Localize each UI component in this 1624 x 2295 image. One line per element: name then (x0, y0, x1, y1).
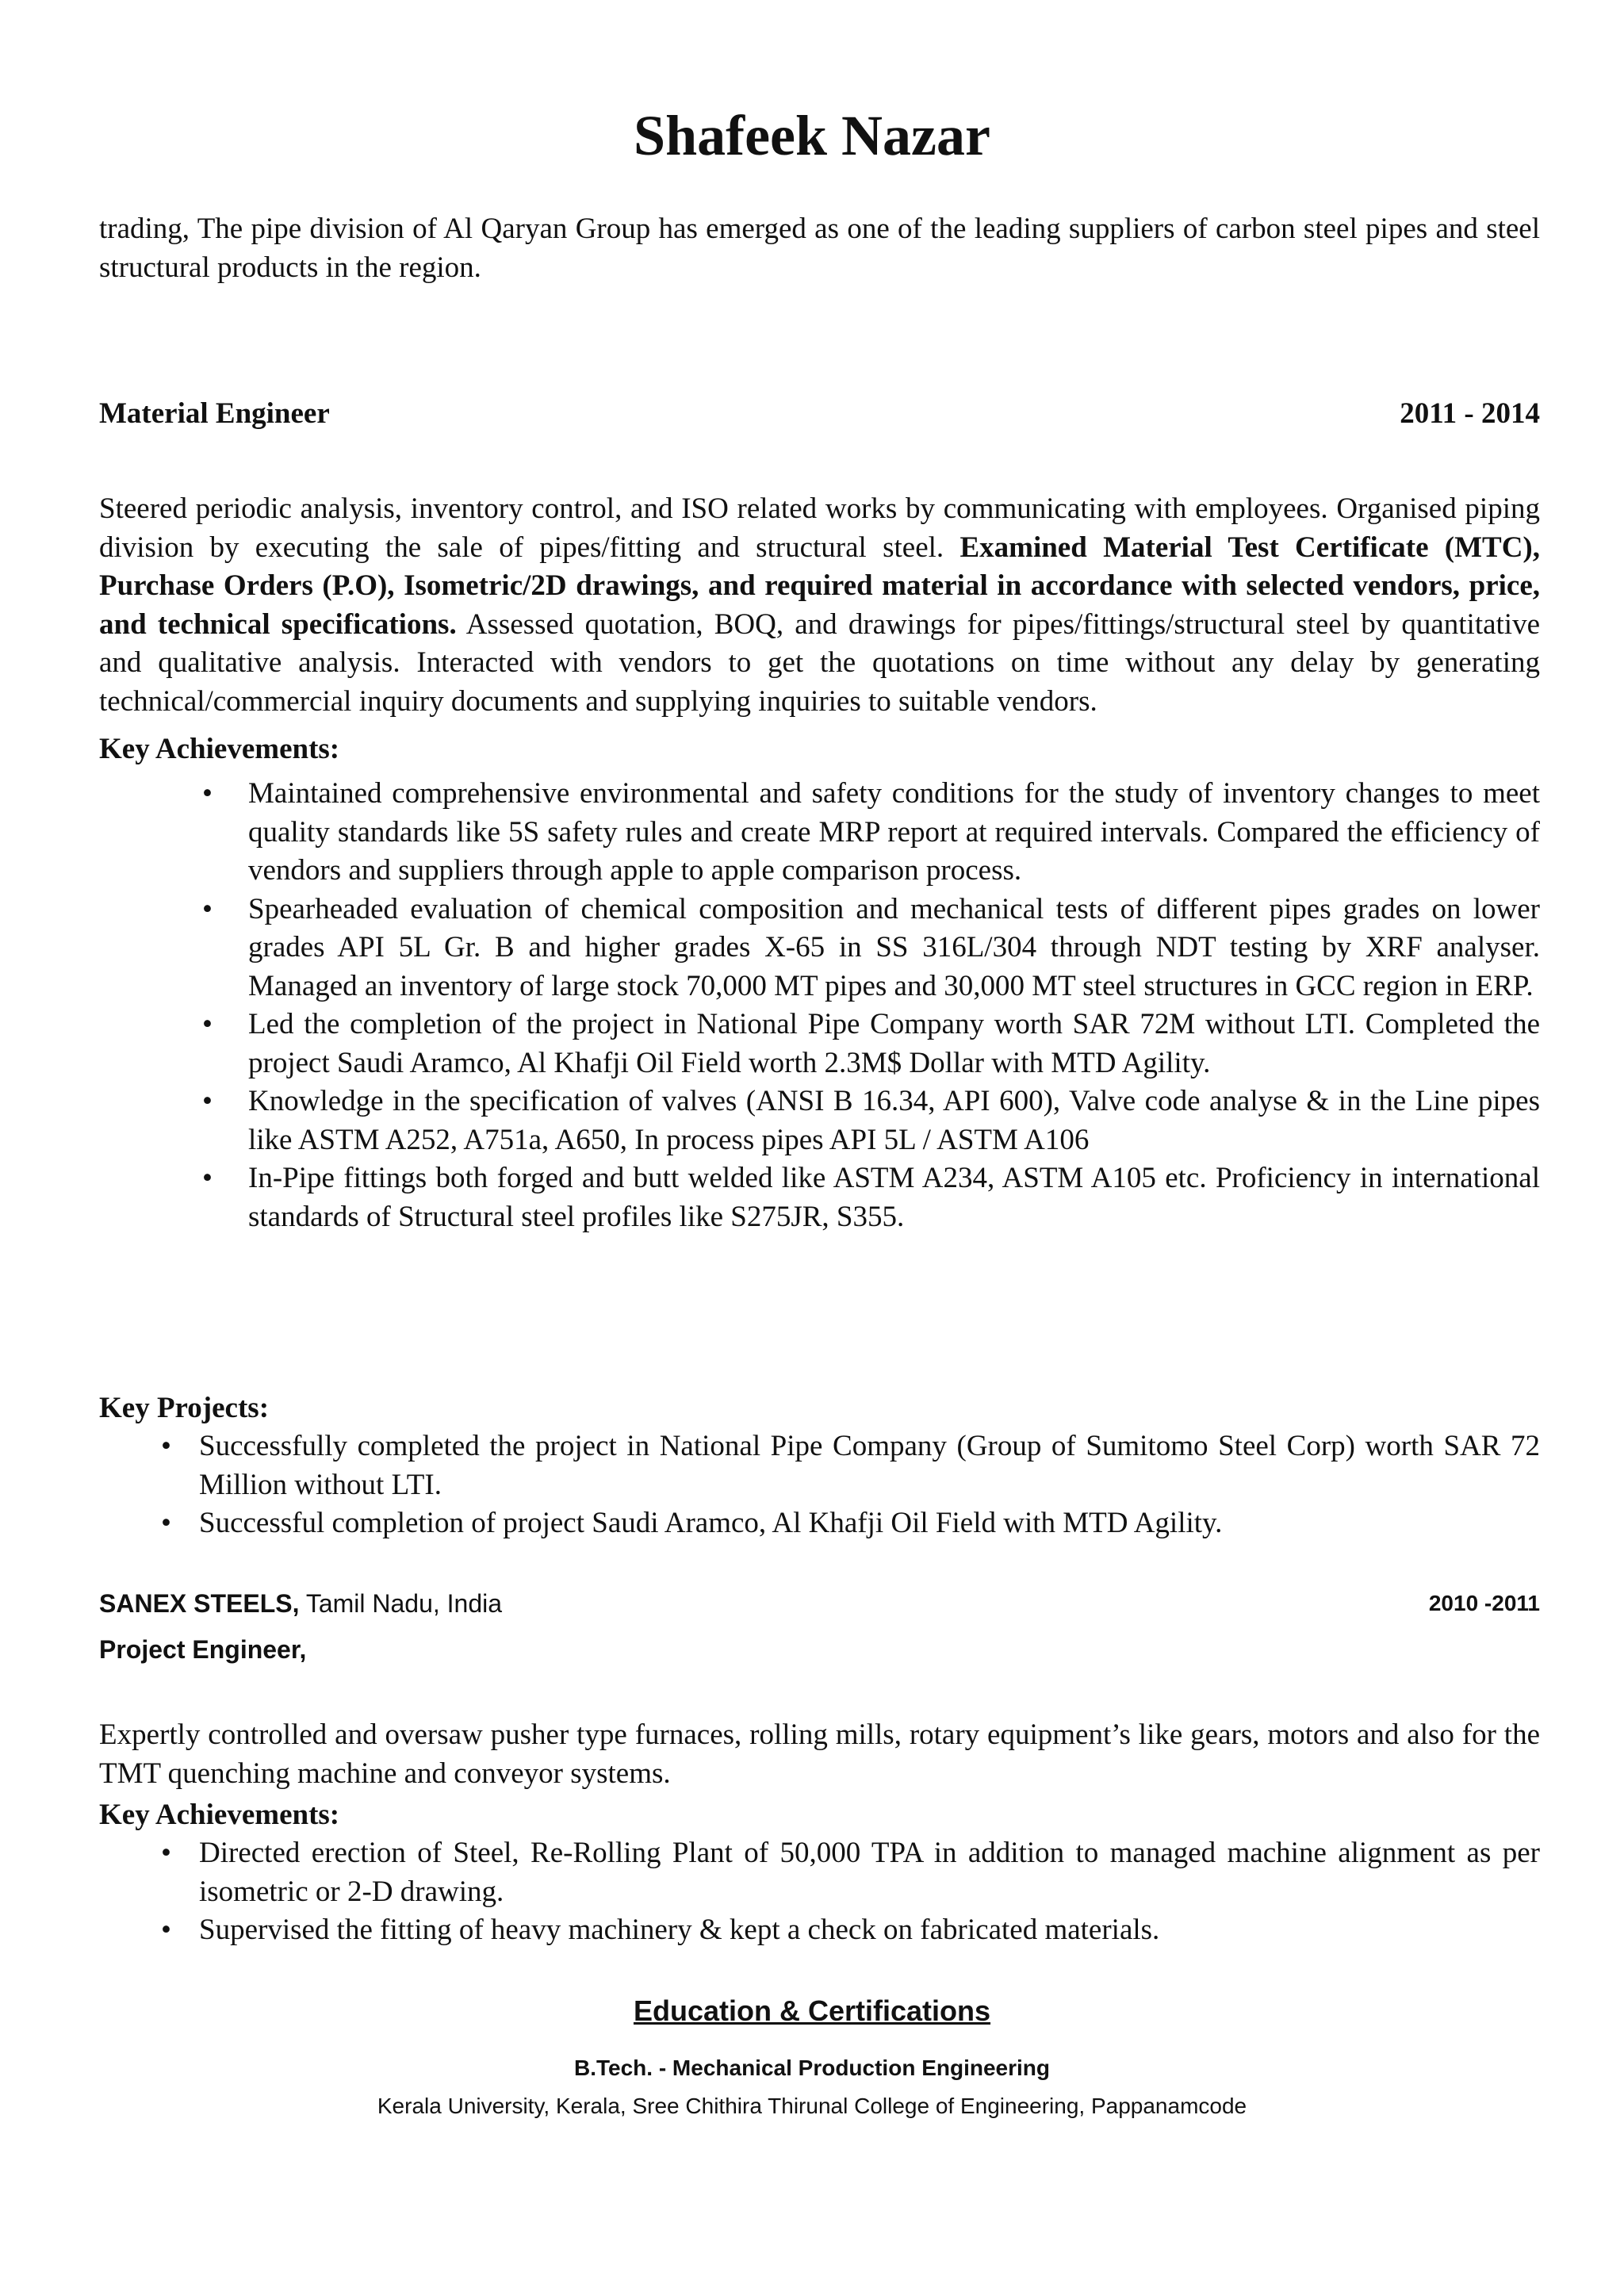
job1-dates: 2011 - 2014 (1400, 397, 1540, 430)
list-item: • Knowledge in the specification of valves (ANSI B 16.34, API 600), Valve code analyse & in the Line pipes like ASTM A252, A751a, A650, In process pipes API 5L / ASTM A106 (99, 1082, 1540, 1159)
candidate-name: Shafeek Nazar (634, 104, 990, 167)
job2-header (99, 1584, 1540, 1623)
job2-company: SANEX STEELS, (99, 1589, 300, 1618)
job1-projects (99, 1389, 1540, 1543)
job1-achievements-heading: Key Achievements: (99, 733, 340, 765)
list-item: • Successful completion of project Saudi Aramco, Al Khafji Oil Field with MTD Agility. (99, 1504, 1540, 1543)
education-institution: Kerala University, Kerala, Sree Chithira Thirunal College of Engineering, Pappanamcode (377, 2094, 1247, 2118)
education-heading: Education & Certifications (633, 1994, 991, 2027)
job2-section (99, 1716, 1540, 1950)
list-item: • Supervised the fitting of heavy machinery & kept a check on fabricated materials. (99, 1911, 1540, 1950)
list-item: • In-Pipe fittings both forged and butt welded like ASTM A234, ASTM A105 etc. Proficiency in international standards of Structural steel profiles like S275JR, S355. (99, 1159, 1540, 1236)
job1-header (99, 395, 1540, 434)
job1-projects-heading: Key Projects: (99, 1392, 270, 1424)
list-item: • Successfully completed the project in National Pipe Company (Group of Sumitomo Steel Corp) worth SAR 72 Million without LTI. (99, 1427, 1540, 1504)
intro-paragraph: trading, The pipe division of Al Qaryan Group has emerged as one of the leading suppliers of carbon steel pipes and steel structural products in the region. (99, 213, 1540, 284)
list-item: • Maintained comprehensive environmental and safety conditions for the study of inventory changes to meet quality standards like 5S safety rules and create MRP report at required intervals. Compared the efficiency of vendors and suppliers through apple to apple comparison process. (99, 775, 1540, 891)
list-item: • Spearheaded evaluation of chemical composition and mechanical tests of different pipes grades on lower grades API 5L Gr. B and higher grades X-65 in SS 316L/304 through NDT testing by XRF analyser. Managed an inventory of large stock 70,000 MT pipes and 30,000 MT steel structures in GCC region in ERP. (99, 891, 1540, 1006)
job2-title: Project Engineer, (99, 1635, 307, 1664)
job2-employer (99, 1584, 502, 1623)
job1-description (99, 490, 1540, 721)
job2-dates: 2010 -2011 (1428, 1591, 1540, 1615)
job1-title: Material Engineer (99, 397, 330, 430)
job2-description: Expertly controlled and oversaw pusher type furnaces, rolling mills, rotary equipment’s like gears, motors and also for the TMT quenching machine and conveyor systems. (99, 1718, 1540, 1790)
job1-projects-list (99, 1427, 1540, 1543)
job1-section (99, 490, 1540, 1236)
job2-location: Tamil Nadu, India (299, 1589, 503, 1618)
job1-desc-bold: Examined Material Test Certificate (MTC), Purchase Orders (P.O), Isometric/2D drawings, and required material in accordance with selected vendors, price, and technical specifications. (99, 531, 1540, 641)
list-item: • Led the completion of the project in National Pipe Company worth SAR 72M without LTI. Completed the project Saudi Aramco, Al Khafji Oil Field worth 2.3M$ Dollar with MTD Agility. (99, 1006, 1540, 1082)
job1-achievements-list (99, 775, 1540, 1236)
education-degree: B.Tech. - Mechanical Production Engineering (573, 2056, 1050, 2080)
job2-achievements-list (99, 1834, 1540, 1950)
job1-desc-part2: Assessed quotation, BOQ, and drawings for pipes/fittings/structural steel by quantitative and qualitative analysis. Interacted with vendors to get the quotations on time without any delay by generating technical/commercial inquiry documents and supplying inquiries to suitable vendors. (99, 607, 1540, 718)
job1-desc-part1: Steered periodic analysis, inventory control, and ISO related works by communicating with employees. Organised piping division by executing the sale of pipes/fitting and structural steel. (99, 492, 1540, 564)
list-item: • Directed erection of Steel, Re-Rolling Plant of 50,000 TPA in addition to managed machine alignment as per isometric or 2-D drawing. (99, 1834, 1540, 1911)
job2-achievements-heading: Key Achievements: (99, 1799, 340, 1831)
